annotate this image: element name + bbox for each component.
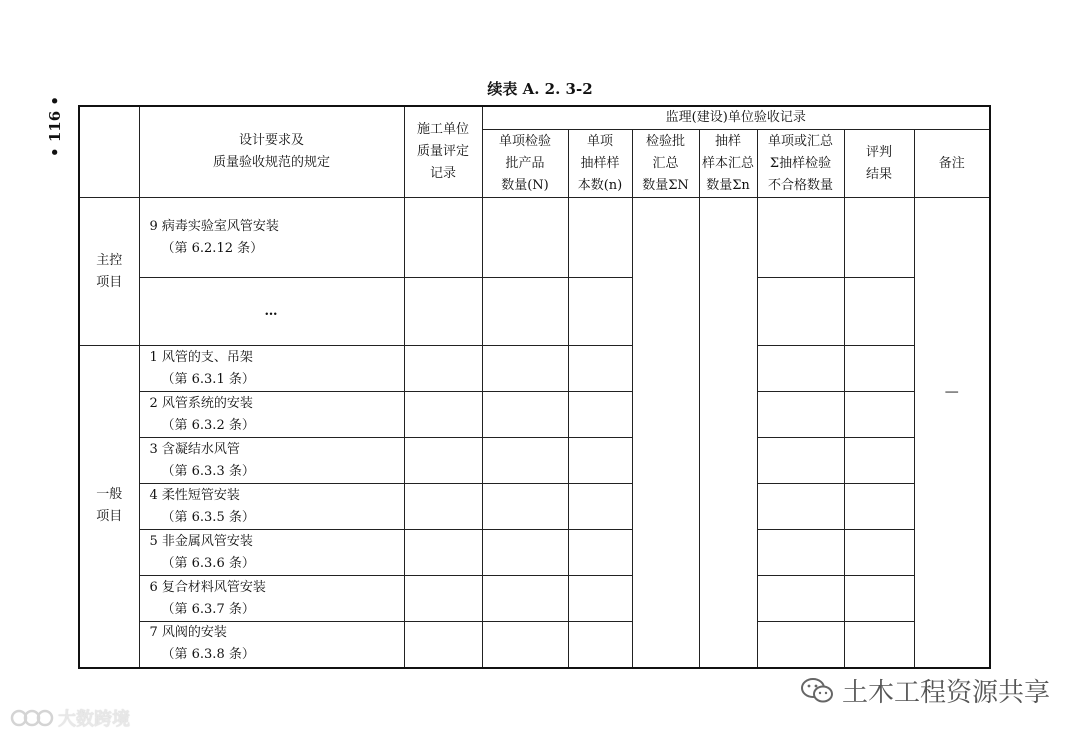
table-cell xyxy=(757,438,844,484)
table-row-item: 3 含凝结水风管 （第 6.3.3 条） xyxy=(139,438,404,484)
watermark-text: 土木工程资源共享 xyxy=(841,678,1050,708)
header-contractor-cell: 施工单位 质量评定 记录 xyxy=(404,106,482,198)
table-title: 续表 A. 2. 3-2 xyxy=(487,80,593,98)
table-cell xyxy=(568,278,632,346)
table-cell xyxy=(757,278,844,346)
remark-dash: — xyxy=(944,383,959,400)
brand-logo-icon xyxy=(10,707,54,729)
table-cell xyxy=(757,392,844,438)
page-number: • 116 • xyxy=(46,96,64,157)
table-cell xyxy=(482,198,568,278)
category-general: 一般 项目 xyxy=(79,346,139,668)
table-cell xyxy=(404,438,482,484)
table-cell xyxy=(757,530,844,576)
table-row-item: 9 病毒实验室风管安装 （第 6.2.12 条） xyxy=(139,198,404,278)
table-cell xyxy=(482,576,568,622)
table-cell xyxy=(844,346,914,392)
table-cell xyxy=(404,392,482,438)
table-cell xyxy=(757,622,844,668)
table-cell xyxy=(482,622,568,668)
header-supervision-group: 监理(建设)单位验收记录 xyxy=(482,106,990,130)
table-cell xyxy=(404,484,482,530)
table-cell xyxy=(568,576,632,622)
table-cell-merged-total-batch xyxy=(632,198,699,668)
header-total-sample: 抽样 样本汇总 数量Σn xyxy=(699,130,757,198)
table-cell xyxy=(757,484,844,530)
wechat-icon xyxy=(800,677,834,705)
table-row-item: 7 风阀的安装 （第 6.3.8 条） xyxy=(139,622,404,668)
table-cell xyxy=(404,530,482,576)
header-item-cell: 设计要求及 质量验收规范的规定 xyxy=(139,106,404,198)
table-cell xyxy=(568,346,632,392)
header-total-batch: 检验批 汇总 数量ΣN xyxy=(632,130,699,198)
acceptance-record-table xyxy=(78,105,991,669)
table-cell xyxy=(568,392,632,438)
header-sample-quantity: 单项 抽样样 本数(n) xyxy=(568,130,632,198)
table-cell xyxy=(404,278,482,346)
table-cell xyxy=(404,346,482,392)
watermark-corner xyxy=(10,705,130,731)
table-cell xyxy=(757,576,844,622)
table-cell xyxy=(568,484,632,530)
header-batch-quantity: 单项检验 批产品 数量(N) xyxy=(482,130,568,198)
table-cell xyxy=(844,530,914,576)
remark-cell xyxy=(914,198,990,668)
table-cell xyxy=(844,622,914,668)
table-cell xyxy=(568,530,632,576)
header-remark: 备注 xyxy=(914,130,990,198)
table-cell xyxy=(844,198,914,278)
table-cell xyxy=(404,622,482,668)
header-fail-count: 单项或汇总 Σ抽样检验 不合格数量 xyxy=(757,130,844,198)
table-cell xyxy=(568,622,632,668)
watermark-wechat xyxy=(800,672,1050,709)
table-cell xyxy=(404,576,482,622)
table-row-item: 1 风管的支、吊架 （第 6.3.1 条） xyxy=(139,346,404,392)
table-row-item: 2 风管系统的安装 （第 6.3.2 条） xyxy=(139,392,404,438)
table-cell xyxy=(844,484,914,530)
table-cell xyxy=(568,438,632,484)
watermark-corner-text: 大数跨境 xyxy=(58,709,130,730)
category-main-control: 主控 项目 xyxy=(79,198,139,346)
table-cell xyxy=(844,392,914,438)
header-category-cell xyxy=(79,106,139,198)
table-cell xyxy=(482,438,568,484)
table-cell-merged-total-sample xyxy=(699,198,757,668)
table-cell xyxy=(844,576,914,622)
table-cell xyxy=(482,346,568,392)
header-result: 评判 结果 xyxy=(844,130,914,198)
table-cell xyxy=(844,278,914,346)
table-cell xyxy=(404,198,482,278)
table-cell xyxy=(844,438,914,484)
ellipsis-row-item: … xyxy=(139,278,404,346)
table-cell xyxy=(482,392,568,438)
table-cell xyxy=(482,530,568,576)
table-cell xyxy=(482,484,568,530)
table-row-item: 4 柔性短管安装 （第 6.3.5 条） xyxy=(139,484,404,530)
table-cell xyxy=(757,198,844,278)
table-cell xyxy=(757,346,844,392)
table-cell xyxy=(568,198,632,278)
table-cell xyxy=(482,278,568,346)
table-row-item: 6 复合材料风管安装 （第 6.3.7 条） xyxy=(139,576,404,622)
table-row-item: 5 非金属风管安装 （第 6.3.6 条） xyxy=(139,530,404,576)
